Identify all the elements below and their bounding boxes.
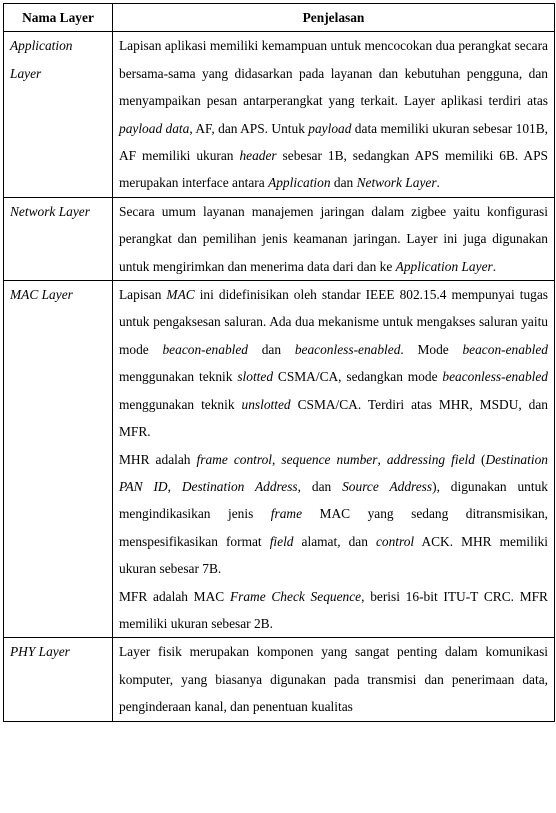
- description-paragraph: Lapisan aplikasi memiliki kemampuan untuk mencocokan dua perangkat secara bersama-sama yang didasarkan pada layanan dan kebutuhan pengguna, dan menyampaikan pesan antarperangkat yang terkait. Layer aplikasi terdiri atas payload data, AF, dan APS. Untuk payload data memiliki ukuran sebesar 101B, AF memiliki ukuran header sebesar 1B, sedangkan APS memiliki 6B. APS merupakan interface antara Application dan Network Layer.: [119, 38, 548, 191]
- table-row: [4, 32, 555, 197]
- column-header-name: Nama Layer: [4, 4, 113, 32]
- layer-description: [113, 281, 555, 638]
- table-row: [4, 638, 555, 721]
- description-paragraph: MFR adalah MAC Frame Check Sequence, berisi 16-bit ITU-T CRC. MFR memiliki ukuran sebesar 2B.: [119, 588, 548, 631]
- layer-name: Application Layer: [4, 32, 113, 197]
- table-row: [4, 281, 555, 638]
- description-paragraph: Lapisan MAC ini didefinisikan oleh standar IEEE 802.15.4 mempunyai tugas untuk pengaksesan saluran. Ada dua mekanisme untuk mengakses saluran yaitu mode beacon-enabled dan beaconless-enabled. Mode beacon-enabled menggunakan teknik slotted CSMA/CA, sedangkan mode beaconless-enabled menggunakan teknik unslotted CSMA/CA. Terdiri atas MHR, MSDU, dan MFR.: [119, 287, 549, 440]
- layer-description: [113, 32, 555, 197]
- description-paragraph: Layer fisik merupakan komponen yang sangat penting dalam komunikasi komputer, yang biasanya digunakan pada transmisi dan penerimaan data, penginderaan kanal, dan penentuan kualitas: [119, 644, 548, 715]
- table-row: [4, 197, 555, 280]
- layer-name: MAC Layer: [4, 281, 113, 638]
- table-header-row: [4, 4, 555, 32]
- layer-name: PHY Layer: [4, 638, 113, 721]
- description-paragraph: Secara umum layanan manajemen jaringan dalam zigbee yaitu konfigurasi perangkat dan pemilihan jenis keamanan jaringan. Layer ini juga digunakan untuk mengirimkan dan menerima data dari dan ke Application Layer.: [119, 203, 548, 274]
- layer-description: [113, 638, 555, 721]
- layer-name: Network Layer: [4, 197, 113, 280]
- layer-description: [113, 197, 555, 280]
- table-body: [4, 32, 555, 721]
- description-paragraph: MHR adalah frame control, sequence number, addressing field (Destination PAN ID, Destination Address, dan Source Address), digunakan untuk mengindikasikan jenis frame MAC yang sedang ditransmisikan, menspesifikasikan format field alamat, dan control ACK. MHR memiliki ukuran sebesar 7B.: [119, 451, 548, 577]
- layer-table: [3, 3, 555, 722]
- column-header-description: Penjelasan: [113, 4, 555, 32]
